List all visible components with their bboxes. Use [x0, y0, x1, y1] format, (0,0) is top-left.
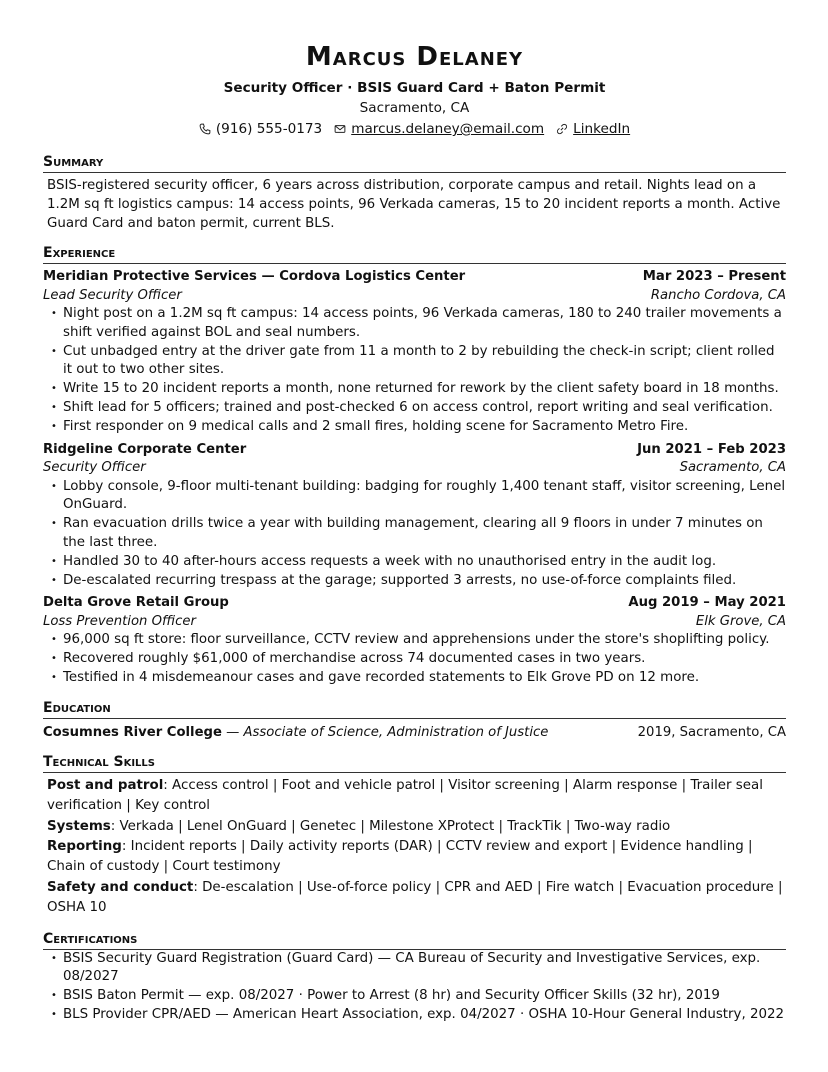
list-item: • Handled 30 to 40 after-hours access requests a week with no unauthorised entry in the audit log.: [49, 553, 786, 572]
email-link[interactable]: marcus.delaney@email.com: [351, 121, 545, 137]
list-item: • Recovered roughly $61,000 of merchandise across 74 documented cases in two years.: [49, 650, 786, 669]
phone-number: (916) 555-0173: [215, 121, 323, 137]
summary-text: BSIS-registered security officer, 6 years across distribution, corporate campus and retail. Nights lead on a 1.2M sq ft logistics campus: 14 access points, 96 Verkada cameras, 15 to 20 incident reports a month. Active Guard Card and baton permit, current BLS.: [47, 178, 781, 231]
bullet-dot: •: [51, 518, 57, 530]
candidate-location: Sacramento, CA: [359, 100, 470, 116]
skill-values: : Incident reports | Daily activity reports (DAR) | CCTV review and export | Evidence handling | Chain of custody | Court testimony: [47, 838, 753, 875]
phone-contact: [199, 118, 322, 140]
bullet-dot: •: [51, 308, 57, 319]
skill-line: [47, 837, 786, 878]
skill-values: : Access control | Foot and vehicle patrol | Visitor screening | Alarm response | Trailer seal verification | Key control: [47, 777, 763, 814]
school-name: Cosumnes River College: [43, 724, 222, 740]
linkedin-contact[interactable]: [556, 118, 630, 140]
job-location: Elk Grove, CA: [695, 613, 786, 629]
skill-line: [47, 776, 786, 817]
mail-icon: [334, 123, 346, 135]
job-entry-delta-grove: [43, 594, 786, 687]
contact-bar: [43, 118, 786, 140]
bullet-dot: •: [51, 653, 57, 665]
education-date-location: 2019, Sacramento, CA: [637, 724, 786, 740]
bullet-dot: •: [51, 634, 57, 646]
skill-values: : De-escalation | Use-of-force policy | CPR and AED | Fire watch | Evacuation procedure | OSHA 10: [47, 879, 783, 916]
bullet-dot: •: [51, 952, 57, 964]
job-bullets: [43, 305, 786, 437]
candidate-tagline: Security Officer · BSIS Guard Card + Baton Permit: [223, 80, 606, 96]
list-item: • Shift lead for 5 officers; trained and post-checked 6 on access control, report writing and seal verification.: [49, 399, 786, 418]
skill-label: Safety and conduct: [47, 879, 194, 895]
list-item: • De-escalated recurring trespass at the garage; supported 3 arrests, no use-of-force complaints filed.: [49, 572, 786, 591]
skill-line: [47, 878, 786, 919]
list-item: • BLS Provider CPR/AED — American Heart Association, exp. 04/2027 · OSHA 10-Hour General Industry, 2022: [49, 1006, 786, 1025]
job-dates: Jun 2021 – Feb 2023: [637, 441, 786, 457]
bullet-dot: •: [51, 345, 57, 357]
skill-values: : Verkada | Lenel OnGuard | Genetec | Milestone XProtect | TrackTik | Two-way radio: [110, 818, 671, 834]
job-bullets: [43, 478, 786, 591]
job-company: Meridian Protective Services — Cordova Logistics Center: [43, 269, 466, 284]
job-role: Loss Prevention Officer: [43, 613, 196, 629]
bullet-dot: •: [51, 990, 57, 1002]
email-contact[interactable]: [334, 118, 544, 140]
list-item: • BSIS Baton Permit — exp. 08/2027 · Power to Arrest (8 hr) and Security Officer Skills (32 hr), 2019: [49, 987, 786, 1006]
job-company: Ridgeline Corporate Center: [43, 441, 247, 457]
summary-heading: Summary: [43, 154, 786, 173]
list-item: • Ran evacuation drills twice a year with building management, clearing all 9 floors in under 7 minutes on the last three.: [51, 516, 763, 550]
list-item: • Lobby console, 9-floor multi-tenant building: badging for roughly 1,400 tenant staff, visitor screening, Lenel OnGuard.: [51, 478, 786, 513]
degree-name: Associate of Science, Administration of Justice: [243, 724, 549, 740]
bullet-dot: •: [51, 1008, 57, 1020]
linkedin-link[interactable]: LinkedIn: [573, 121, 631, 137]
list-item: • Testified in 4 misdemeanour cases and gave recorded statements to Elk Grove PD on 12 more.: [49, 669, 786, 688]
certifications-heading: Certifications: [43, 931, 786, 950]
job-company: Delta Grove Retail Group: [43, 595, 229, 611]
skill-label: Post and patrol: [47, 777, 164, 793]
bullet-dot: •: [51, 574, 57, 586]
link-icon: [556, 123, 568, 135]
job-role: Security Officer: [43, 460, 146, 476]
list-item: • Cut unbadged entry at the driver gate from 11 a month to 2 by rebuilding the check-in script; client rolled it out to two other sites.: [51, 343, 775, 378]
list-item: • 96,000 sq ft store: floor surveillance, CCTV review and apprehensions under the store's shoplifting policy.: [49, 631, 786, 650]
skill-label: Reporting: [47, 838, 122, 854]
job-entry-meridian: [43, 268, 786, 437]
job-location: Sacramento, CA: [679, 460, 786, 476]
job-bullets: [43, 631, 786, 687]
job-entry-ridgeline: [43, 441, 786, 591]
education-heading: Education: [43, 700, 786, 719]
bullet-dot: •: [51, 555, 57, 567]
list-item: • Write 15 to 20 incident reports a month, none returned for rework by the client safety board in 18 months.: [49, 380, 786, 399]
list-item: • BSIS Security Guard Registration (Guard Card) — CA Bureau of Security and Investigative Services, exp. 08/2027: [51, 950, 761, 985]
bullet-dot: •: [51, 383, 57, 395]
skills-heading: Technical Skills: [43, 754, 786, 773]
skill-label: Systems: [47, 818, 111, 834]
candidate-name: Marcus Delaney: [305, 42, 524, 72]
job-location: Rancho Cordova, CA: [650, 287, 786, 303]
list-item: • Night post on a 1.2M sq ft campus: 14 access points, 96 Verkada cameras, 180 to 240 trailer movements a shift verified against BOL and seal numbers.: [51, 306, 782, 340]
bullet-dot: •: [51, 671, 57, 683]
job-dates: Mar 2023 – Present: [642, 269, 786, 284]
education-entry: [43, 723, 786, 742]
list-item: • First responder on 9 medical calls and 2 small fires, holding scene for Sacramento Metro Fire.: [49, 418, 786, 437]
school-separator: —: [221, 724, 244, 740]
certifications-list: [43, 950, 786, 1025]
bullet-dot: •: [51, 480, 57, 492]
phone-icon: [199, 123, 211, 135]
bullet-dot: •: [51, 420, 57, 432]
bullet-dot: •: [51, 401, 57, 413]
experience-heading: Experience: [43, 245, 786, 264]
skills-list: [43, 776, 786, 919]
job-role: Lead Security Officer: [43, 287, 182, 303]
skill-line: [47, 817, 786, 837]
job-dates: Aug 2019 – May 2021: [628, 595, 786, 611]
